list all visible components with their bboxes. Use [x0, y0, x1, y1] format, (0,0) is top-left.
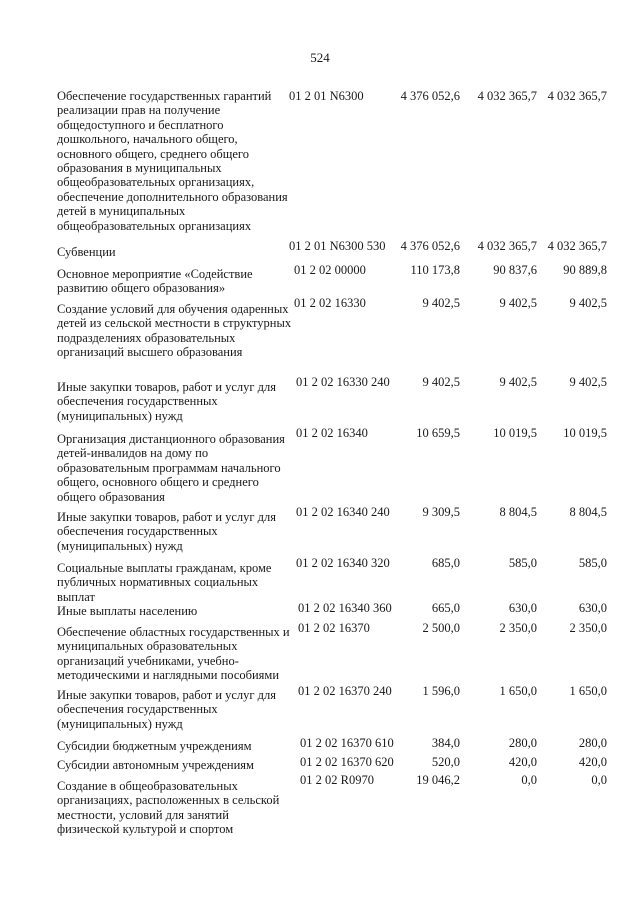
- row-code: 01 2 02 16330 240: [296, 375, 390, 389]
- row-code: 01 2 02 16340: [296, 426, 368, 440]
- row-code: 01 2 02 16370 240: [298, 684, 392, 698]
- row-value-1: 10 659,5: [416, 426, 460, 440]
- row-value-3: 9 402,5: [569, 375, 607, 389]
- row-name: Организация дистанционного образования детей-инвалидов на дому по образовательным программам начального общего, основного общего и среднего общего образования: [57, 432, 285, 504]
- row-name: Субсидии бюджетным учреждениям: [57, 739, 252, 753]
- row-name: Субсидии автономным учреждениям: [57, 758, 254, 772]
- row-code: 01 2 02 16340 360: [298, 601, 392, 615]
- page-number: 524: [310, 50, 330, 65]
- row-value-1: 4 376 052,6: [400, 239, 460, 253]
- row-name: Социальные выплаты гражданам, кроме публичных нормативных социальных выплат: [57, 561, 272, 604]
- row-value-3: 8 804,5: [569, 505, 607, 519]
- row-name: Основное мероприятие «Содействие развитию общего образования»: [57, 267, 253, 296]
- row-value-2: 9 402,5: [499, 296, 537, 310]
- row-code: 01 2 02 16340 320: [296, 556, 390, 570]
- row-value-3: 0,0: [591, 773, 607, 787]
- row-value-2: 280,0: [508, 736, 537, 750]
- row-value-3: 4 032 365,7: [547, 89, 607, 103]
- row-value-1: 110 173,8: [410, 263, 460, 277]
- row-value-2: 0,0: [521, 773, 537, 787]
- row-value-1: 520,0: [431, 755, 460, 769]
- row-value-1: 1 596,0: [422, 684, 460, 698]
- row-name: Создание условий для обучения одаренных детей из сельской местности в структурных подразделениях образовательных организаций высшего образования: [57, 302, 292, 360]
- row-value-3: 2 350,0: [569, 621, 607, 635]
- row-value-3: 630,0: [578, 601, 607, 615]
- row-value-3: 280,0: [578, 736, 607, 750]
- row-value-2: 2 350,0: [499, 621, 537, 635]
- row-value-1: 9 402,5: [422, 375, 460, 389]
- row-value-1: 384,0: [431, 736, 460, 750]
- row-name: Иные закупки товаров, работ и услуг для обеспечения государственных (муниципальных) нужд: [57, 510, 277, 553]
- row-code: 01 2 02 R0970: [300, 773, 374, 787]
- row-code: 01 2 02 16330: [294, 296, 366, 310]
- row-value-3: 9 402,5: [569, 296, 607, 310]
- row-value-2: 630,0: [508, 601, 537, 615]
- row-code: 01 2 02 16370 620: [300, 755, 394, 769]
- row-value-2: 1 650,0: [499, 684, 537, 698]
- row-name: Обеспечение областных государственных и муниципальных образовательных организаций учебниками, учебно-методическими и наглядными пособиями: [57, 625, 290, 683]
- row-code: 01 2 01 N6300 530: [289, 239, 386, 253]
- row-value-2: 8 804,5: [499, 505, 537, 519]
- row-value-1: 4 376 052,6: [400, 89, 460, 103]
- row-name: Иные выплаты населению: [57, 604, 198, 618]
- row-value-1: 685,0: [431, 556, 460, 570]
- row-code: 01 2 02 00000: [294, 263, 366, 277]
- row-value-3: 585,0: [578, 556, 607, 570]
- row-value-2: 4 032 365,7: [477, 89, 537, 103]
- row-value-3: 1 650,0: [569, 684, 607, 698]
- row-value-3: 10 019,5: [563, 426, 607, 440]
- row-value-2: 4 032 365,7: [477, 239, 537, 253]
- row-name: Иные закупки товаров, работ и услуг для обеспечения государственных (муниципальных) нужд: [57, 688, 277, 731]
- row-value-1: 9 309,5: [422, 505, 460, 519]
- row-value-2: 585,0: [508, 556, 537, 570]
- row-code: 01 2 02 16340 240: [296, 505, 390, 519]
- row-value-2: 10 019,5: [493, 426, 537, 440]
- row-value-1: 665,0: [431, 601, 460, 615]
- row-value-3: 90 889,8: [563, 263, 607, 277]
- row-code: 01 2 01 N6300: [289, 89, 364, 103]
- row-value-3: 420,0: [578, 755, 607, 769]
- row-value-3: 4 032 365,7: [547, 239, 607, 253]
- row-value-2: 420,0: [508, 755, 537, 769]
- row-value-1: 9 402,5: [422, 296, 460, 310]
- row-name: Создание в общеобразовательных организациях, расположенных в сельской местности, условий для занятий физической культурой и спортом: [57, 779, 280, 837]
- row-code: 01 2 02 16370: [298, 621, 370, 635]
- row-value-1: 2 500,0: [422, 621, 460, 635]
- row-name: Субвенции: [57, 245, 116, 259]
- row-code: 01 2 02 16370 610: [300, 736, 394, 750]
- row-name: Иные закупки товаров, работ и услуг для обеспечения государственных (муниципальных) нужд: [57, 380, 277, 423]
- row-value-1: 19 046,2: [416, 773, 460, 787]
- row-value-2: 90 837,6: [493, 263, 537, 277]
- row-name: Обеспечение государственных гарантий реализации прав на получение общедоступного и бесплатного дошкольного, начального общего, основного общего, среднего общего образования в муниципальных общеобразовательных организациях, обеспечение дополнительного образования детей в муниципальных общеобразовательных организациях: [57, 89, 288, 233]
- row-value-2: 9 402,5: [499, 375, 537, 389]
